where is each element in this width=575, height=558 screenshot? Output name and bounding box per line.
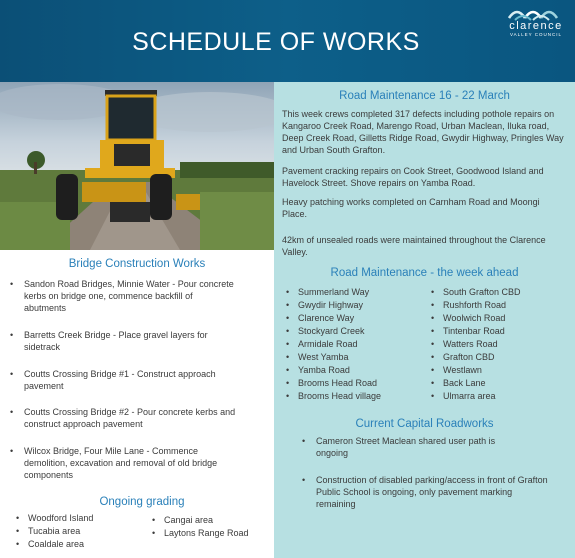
grading-item: • Woodford Island (28, 512, 93, 524)
bridge-works-item: • Coutts Crossing Bridge #2 - Pour concrete kerbs and construct approach pavement (24, 406, 236, 430)
capital-roadworks-title: Current Capital Roadworks (355, 418, 494, 430)
week-ahead-item: • Stockyard Creek (298, 325, 365, 337)
week-ahead-item: • Brooms Head Road (298, 377, 377, 389)
ongoing-grading-title: Ongoing grading (99, 496, 185, 508)
capital-roadworks-item: • Cameron Street Maclean shared user path is ongoing (316, 435, 521, 459)
grading-item: • Cangai area (164, 514, 213, 526)
road-maintenance-paragraph: 42km of unsealed roads were maintained throughout the Clarence Valley. (282, 235, 546, 257)
week-ahead-item: • Clarence Way (298, 312, 354, 324)
week-ahead-item: • Summerland Way (298, 286, 369, 298)
capital-roadworks-item: • Construction of disabled parking/access in front of Grafton Public School is ongoing, only pavement marking remaining (316, 474, 554, 510)
bridge-works-item: • Sandon Road Bridges, Minnie Water - Pour concrete kerbs on bridge one, commence backfill of abutments (24, 278, 236, 314)
week-ahead-item: • Tintenbar Road (443, 325, 505, 337)
logo-subtitle: VALLEY COUNCIL (509, 32, 563, 37)
week-ahead-title: Road Maintenance - the week ahead (330, 267, 519, 279)
header-banner (0, 0, 575, 82)
road-maintenance-paragraph: Heavy patching works completed on Carnham Road and Moongi Place. (282, 197, 540, 219)
road-maintenance-paragraph: This week crews completed 317 defects including pothole repairs on Kangaroo Creek Road, Marengo Road, Urban Maclean, Iluka road, Deep Creek Road, Gilletts Ridge Road, Gwydir Highway, Pringles Way and Urban South Grafton. (282, 109, 564, 155)
grader-photo (0, 82, 274, 250)
week-ahead-item: • South Grafton CBD (443, 286, 521, 298)
bridge-works-title: Bridge Construction Works (68, 258, 206, 270)
week-ahead-item: • West Yamba (298, 351, 349, 363)
road-maintenance-paragraph: Pavement cracking repairs on Cook Street, Goodwood Island and Havelock Street. Shove repairs on Yamba Road. (282, 166, 544, 188)
week-ahead-item: • Rushforth Road (443, 299, 506, 311)
week-ahead-item: • Westlawn (443, 364, 482, 376)
logo-wordmark: clarence (509, 20, 563, 32)
bridge-works-item: • Barretts Creek Bridge - Place gravel layers for sidetrack (24, 329, 236, 353)
week-ahead-item: • Back Lane (443, 377, 486, 389)
road-maintenance-title: Road Maintenance 16 - 22 March (339, 90, 510, 102)
week-ahead-item: • Yamba Road (298, 364, 350, 376)
week-ahead-item: • Ulmarra area (443, 390, 496, 402)
week-ahead-item: • Grafton CBD (443, 351, 495, 363)
week-ahead-item: • Watters Road (443, 338, 498, 350)
grading-item: • Laytons Range Road (164, 527, 249, 539)
week-ahead-item: • Brooms Head village (298, 390, 381, 402)
grading-item: • Tucabia area (28, 525, 80, 537)
week-ahead-item: • Woolwich Road (443, 312, 505, 324)
grading-item: • Coaldale area (28, 538, 84, 550)
bridge-works-item: • Wilcox Bridge, Four Mile Lane - Commence demolition, excavation and removal of old bridge components (24, 445, 236, 481)
page-title: SCHEDULE OF WORKS (132, 28, 420, 56)
week-ahead-item: • Gwydir Highway (298, 299, 363, 311)
week-ahead-item: • Armidale Road (298, 338, 358, 350)
bridge-works-item: • Coutts Crossing Bridge #1 - Construct approach pavement (24, 368, 236, 392)
